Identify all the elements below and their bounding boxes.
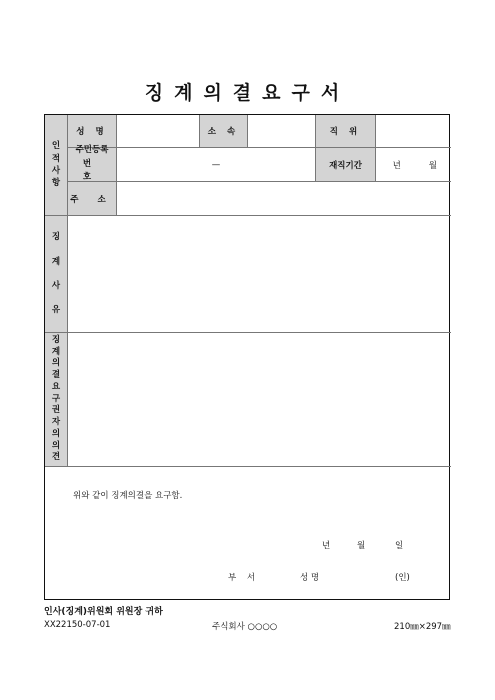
addressee: 인사(징계)위원회 위원장 귀하: [44, 607, 163, 617]
department-label: 부 서: [228, 573, 260, 583]
notice-statement: 위와 같이 징계의결을 요구함.: [73, 491, 183, 501]
date-year-label: 년: [322, 541, 331, 551]
opinion-label: [45, 333, 68, 467]
affiliation-label: 소 속: [200, 115, 248, 148]
disciplinary-form: [44, 114, 450, 600]
seal-mark: (인): [395, 573, 410, 583]
rrn-label: [68, 145, 117, 183]
address-label: 주 소: [68, 182, 117, 216]
opinion-label-char: 권: [51, 405, 61, 416]
reason-label-char: 유: [51, 305, 61, 316]
opinion-label-char: 자: [51, 417, 61, 428]
opinion-label-char: 의: [51, 440, 61, 451]
opinion-label-char: 의: [51, 358, 61, 369]
rrn-field[interactable]: [117, 148, 316, 182]
rrn-label-line1: 주민등록: [75, 145, 109, 156]
reason-label-char: 징: [51, 232, 61, 243]
opinion-label-char: 계: [51, 346, 61, 357]
document-title: 징계의결요구서: [144, 82, 351, 104]
reason-label: [45, 216, 68, 333]
signer-name-label: 성 명: [300, 573, 320, 583]
personal-label-char: 인: [51, 141, 61, 152]
opinion-label-char: 징: [51, 335, 61, 346]
rrn-label-line2: 번 호: [82, 158, 102, 183]
personal-label-char: 항: [51, 178, 61, 189]
opinion-label-char: 의: [51, 428, 61, 439]
company-name: 주식회사 ○○○○: [212, 622, 278, 632]
tenure-field[interactable]: [376, 148, 451, 182]
reason-label-char: 계: [51, 256, 61, 267]
opinion-label-char: 요: [51, 381, 61, 392]
personal-label-char: 사: [51, 166, 61, 176]
name-label: 성 명: [68, 115, 117, 148]
paper-size: 210㎜×297㎜: [394, 622, 451, 632]
reason-field[interactable]: [68, 216, 451, 333]
reason-label-char: 사: [51, 281, 61, 291]
personal-label-char: 적: [51, 153, 61, 164]
opinion-label-char: 구: [51, 393, 61, 404]
document-code: XX22150-07-01: [44, 620, 111, 630]
tenure-year-label: 년: [392, 160, 401, 171]
address-field[interactable]: [117, 182, 451, 216]
affiliation-field[interactable]: [248, 115, 316, 148]
personal-section-label: [45, 115, 68, 216]
notice-area: [45, 467, 451, 601]
date-day-label: 일: [395, 541, 404, 551]
position-label: 직 위: [316, 115, 376, 148]
opinion-field[interactable]: [68, 333, 451, 467]
tenure-label: 재직기간: [316, 148, 376, 182]
rrn-dash: —: [211, 159, 221, 170]
date-month-label: 월: [357, 541, 366, 551]
opinion-label-char: 결: [51, 370, 61, 381]
position-field[interactable]: [376, 115, 451, 148]
name-field[interactable]: [117, 115, 200, 148]
tenure-month-label: 월: [428, 160, 437, 171]
opinion-label-char: 견: [51, 452, 61, 463]
